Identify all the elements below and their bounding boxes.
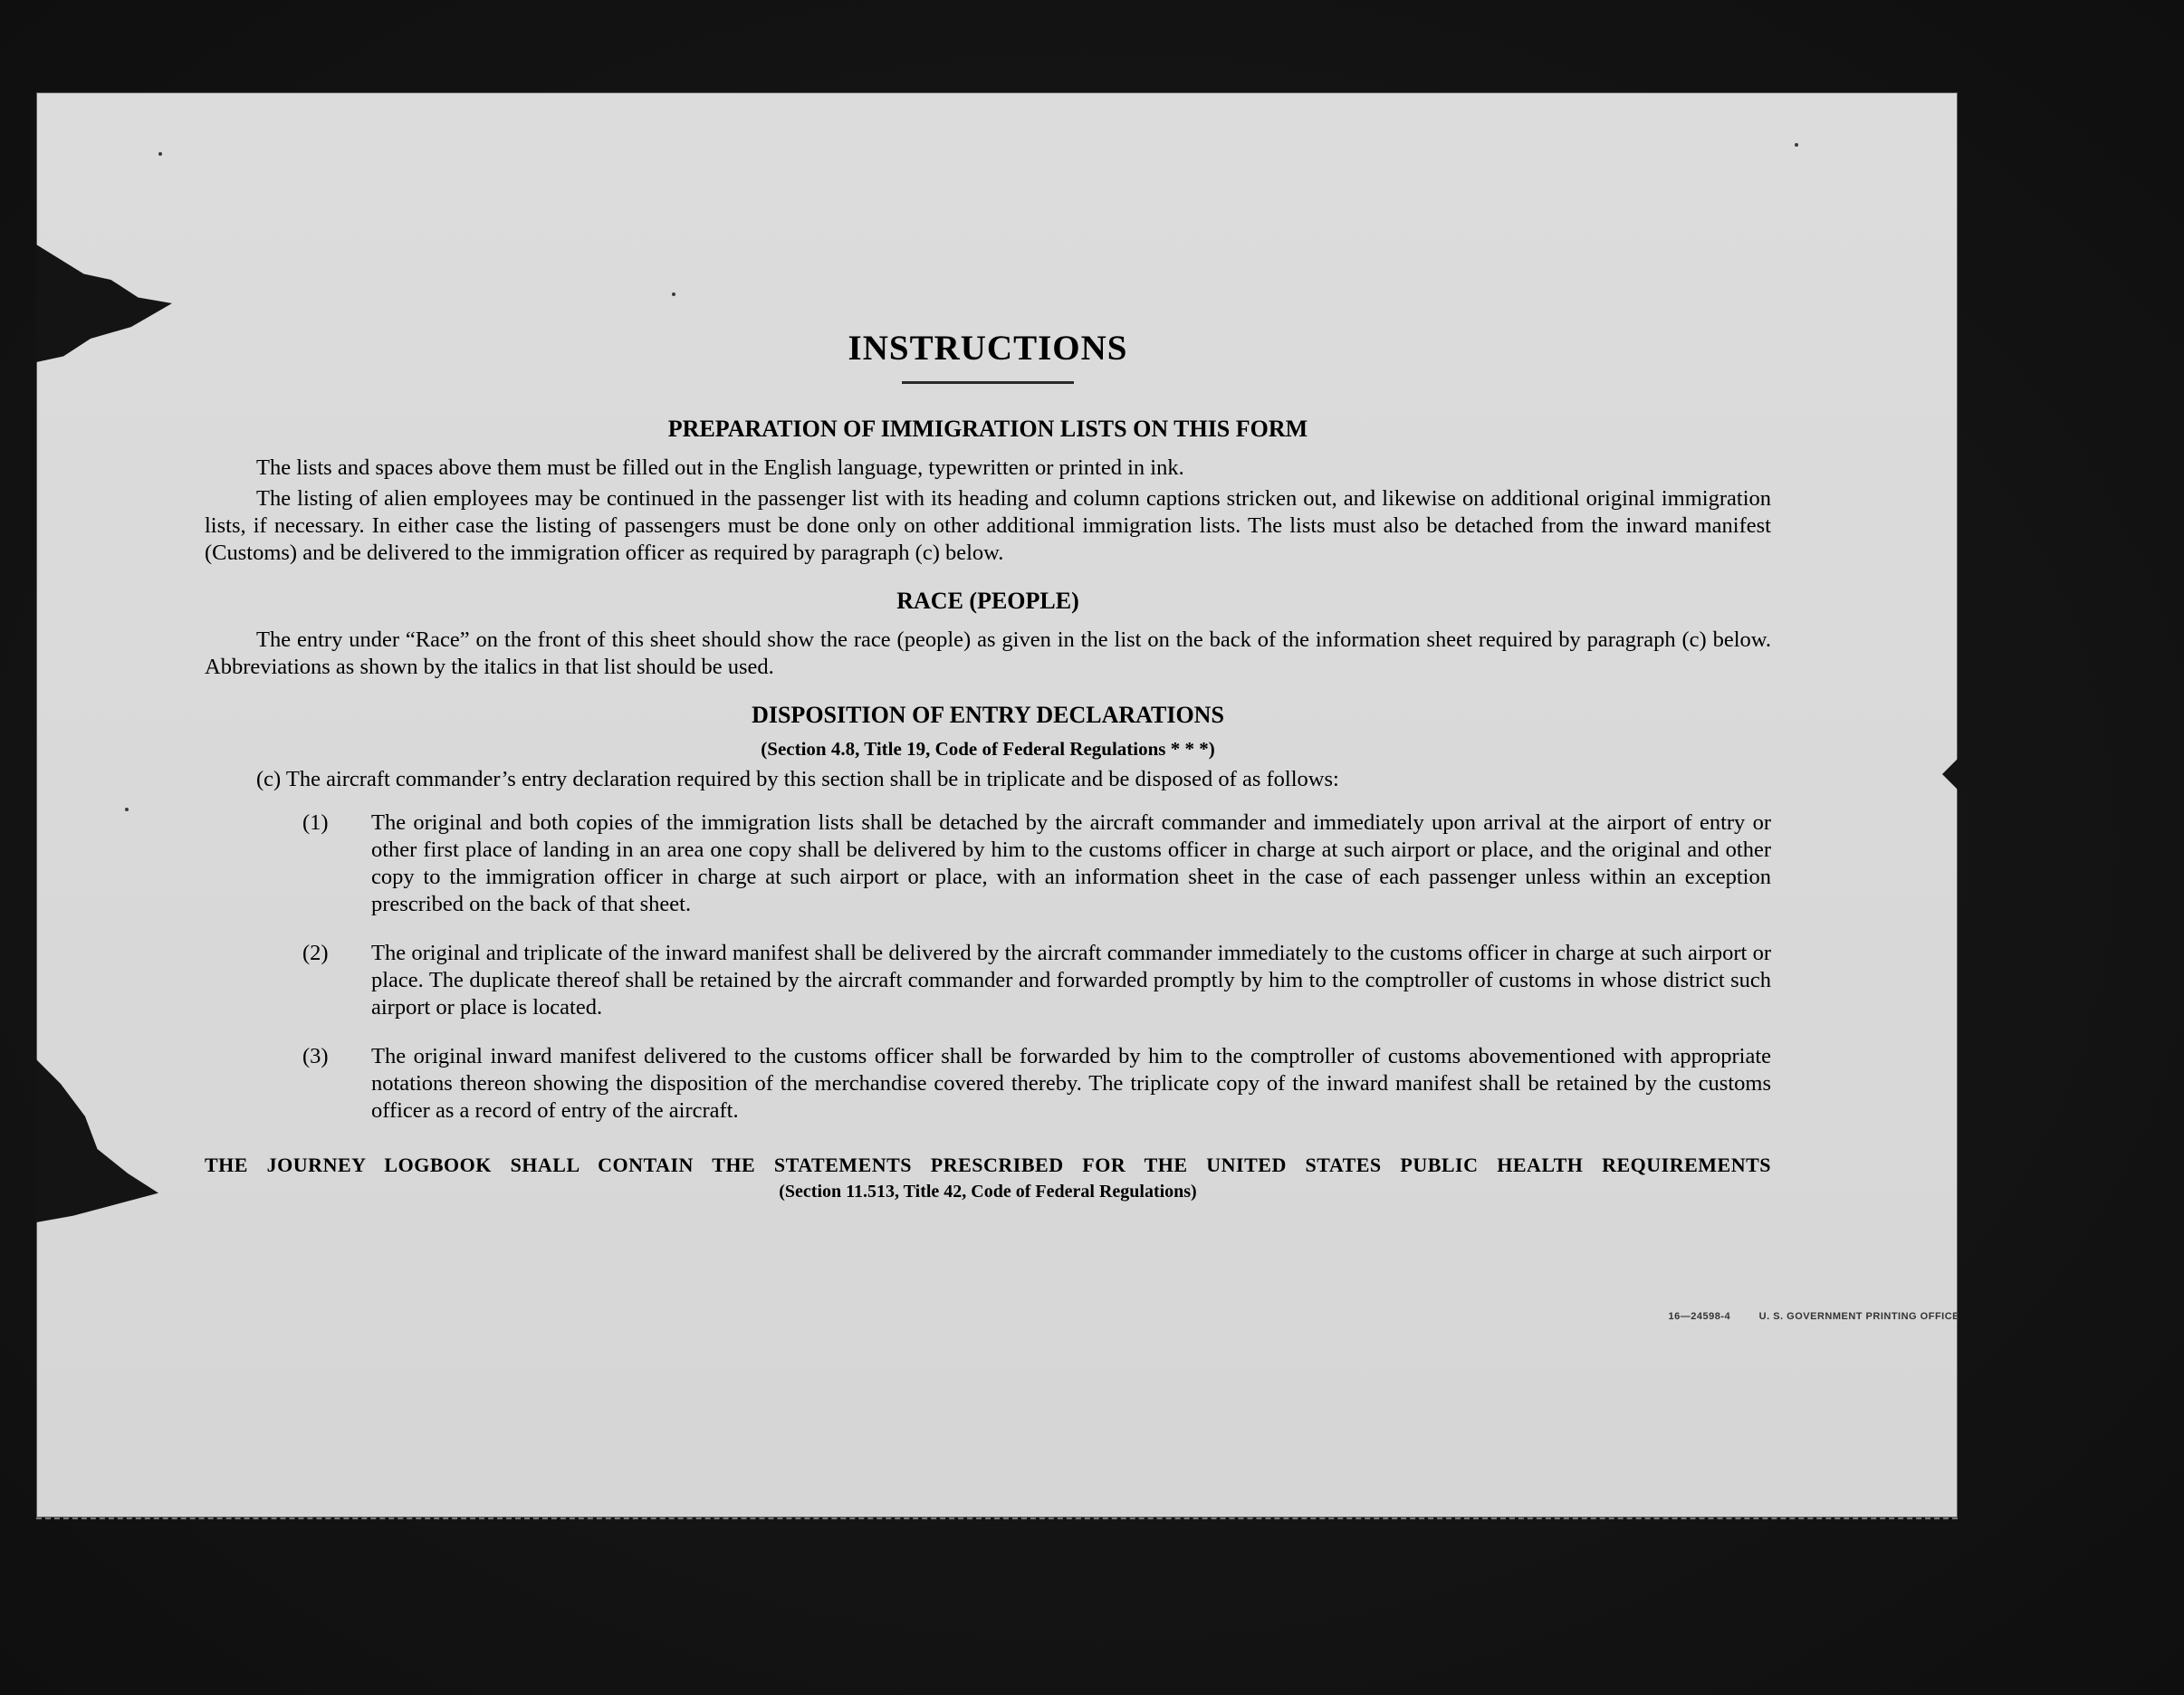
preparation-paragraph: The lists and spaces above them must be filled out in the English language, typewritten or printed in ink. [256, 455, 1184, 480]
item-text: The original inward manifest delivered to the customs officer shall be forwarded by him to the comptroller of customs abovementioned with appropriate notations thereon showing the disposition of the merchandise covered thereby. The triplicate copy of the inward manifest shall be retained by the customs officer as a record of entry of the aircraft. [371, 1044, 1771, 1123]
disposition-item [205, 1043, 1771, 1125]
disposition-intro: (c) The aircraft commander’s entry declaration required by this section shall be in triplicate and be disposed of as follows: [256, 767, 1339, 791]
title-underline [902, 381, 1074, 384]
race-paragraph: The entry under “Race” on the front of this sheet should show the race (people) as given in the list on the back of the information sheet required by paragraph (c) below. Abbreviations as shown by the italics in that list should be used. [205, 627, 1771, 679]
paper-speck [1795, 143, 1798, 147]
race-heading: RACE (PEOPLE) [896, 588, 1079, 614]
form-number: 16—24598-4 [1668, 1311, 1731, 1322]
printer-imprint [1668, 1311, 1959, 1322]
disposition-item [205, 809, 1771, 918]
logbook-citation: (Section 11.513, Title 42, Code of Federal Regulations) [779, 1182, 1197, 1202]
disposition-item [205, 940, 1771, 1021]
paper-speck [158, 152, 162, 156]
paper-speck [125, 808, 129, 811]
perforation-line [36, 1518, 1958, 1519]
paper-speck [672, 292, 675, 296]
disposition-citation: (Section 4.8, Title 19, Code of Federal Regulations * * *) [761, 738, 1215, 760]
spacer [205, 681, 1771, 699]
item-number: (3) [302, 1044, 329, 1068]
printer-name: U. S. GOVERNMENT PRINTING OFFICE [1758, 1311, 1959, 1322]
preparation-heading: PREPARATION OF IMMIGRATION LISTS ON THIS FORM [667, 416, 1308, 442]
instructions-body [205, 321, 1771, 1204]
logbook-statement: THE JOURNEY LOGBOOK SHALL CONTAIN THE STATEMENTS PRESCRIBED FOR THE UNITED STATES PUBLIC HEALTH REQUIREMENTS [205, 1154, 1771, 1176]
item-number: (2) [302, 941, 329, 965]
item-text: The original and triplicate of the inward manifest shall be delivered by the aircraft commander immediately to the customs officer in charge at such airport or place. The duplicate thereof shall be retained by the aircraft commander and forwarded promptly by him to the comptroller of customs in whose district such airport or place is located. [371, 941, 1771, 1020]
item-text: The original and both copies of the immigration lists shall be detached by the aircraft commander and immediately upon arrival at the airport of entry or other first place of landing in an area one copy shall be delivered by him to the customs officer in charge at such airport or place, and the original and other copy to the immigration officer in charge at such airport or place, with an information sheet in the case of each passenger unless within an exception prescribed on the back of that sheet. [371, 810, 1771, 916]
preparation-paragraph: The listing of alien employees may be continued in the passenger list with its heading and column captions stricken out, and likewise on additional original immigration lists, if necessary. In either case the listing of passengers must be done only on other additional immigration lists. The lists must also be detached from the inward manifest (Customs) and be delivered to the immigration officer as required by paragraph (c) below. [205, 486, 1771, 565]
spacer [205, 567, 1771, 585]
disposition-heading: DISPOSITION OF ENTRY DECLARATIONS [752, 702, 1224, 728]
page-title: INSTRUCTIONS [848, 329, 1128, 368]
item-number: (1) [302, 810, 329, 835]
